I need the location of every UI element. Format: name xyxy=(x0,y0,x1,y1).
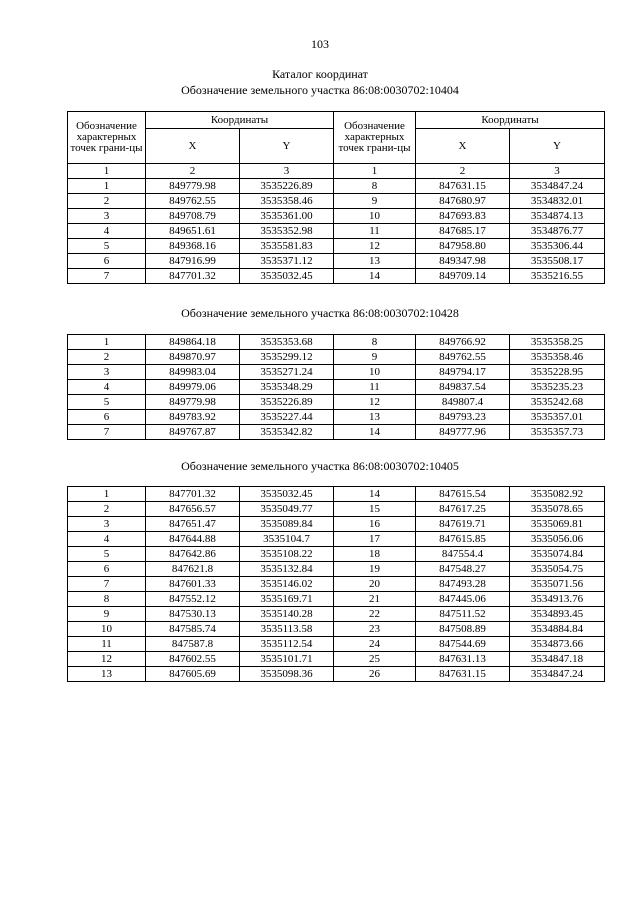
point-number: 21 xyxy=(334,592,416,607)
point-number: 19 xyxy=(334,562,416,577)
y-value: 3534913.76 xyxy=(510,592,605,607)
table-row xyxy=(68,562,605,577)
x-value: 849779.98 xyxy=(146,179,240,194)
column-number: 2 xyxy=(416,164,510,179)
point-number: 2 xyxy=(68,502,146,517)
y-value: 3535089.84 xyxy=(240,517,334,532)
point-number: 3 xyxy=(68,517,146,532)
point-label-header: Обозначение характерных точек грани-цы xyxy=(68,112,146,164)
y-value: 3535032.45 xyxy=(240,269,334,284)
y-value: 3535101.71 xyxy=(240,652,334,667)
y-header: Y xyxy=(240,129,334,164)
point-number: 4 xyxy=(68,224,146,239)
point-number: 9 xyxy=(334,194,416,209)
x-value: 847548.27 xyxy=(416,562,510,577)
x-value: 849783.92 xyxy=(146,410,240,425)
table-row xyxy=(68,395,605,410)
y-value: 3534874.13 xyxy=(510,209,605,224)
coordinates-header: Координаты xyxy=(146,112,334,129)
y-value: 3535352.98 xyxy=(240,224,334,239)
x-value: 847631.15 xyxy=(416,667,510,682)
x-value: 849779.98 xyxy=(146,395,240,410)
catalog-title: Каталог координат xyxy=(272,67,368,81)
y-value: 3535054.75 xyxy=(510,562,605,577)
x-value: 849767.87 xyxy=(146,425,240,440)
y-value: 3535348.29 xyxy=(240,380,334,395)
point-number: 26 xyxy=(334,667,416,682)
x-value: 847544.69 xyxy=(416,637,510,652)
coordinates-table-1 xyxy=(67,111,605,284)
point-number: 12 xyxy=(334,239,416,254)
table-row xyxy=(68,224,605,239)
table-row xyxy=(68,239,605,254)
point-number: 12 xyxy=(334,395,416,410)
y-value: 3535226.89 xyxy=(240,179,334,194)
point-number: 23 xyxy=(334,622,416,637)
y-value: 3535113.58 xyxy=(240,622,334,637)
x-value: 847615.54 xyxy=(416,487,510,502)
y-value: 3535146.02 xyxy=(240,577,334,592)
y-value: 3535108.22 xyxy=(240,547,334,562)
table-row xyxy=(68,622,605,637)
y-value: 3535581.83 xyxy=(240,239,334,254)
x-value: 849983.04 xyxy=(146,365,240,380)
table-row xyxy=(68,425,605,440)
x-value: 847552.12 xyxy=(146,592,240,607)
point-label-header: Обозначение характерных точек грани-цы xyxy=(334,112,416,164)
y-value: 3535358.46 xyxy=(510,350,605,365)
point-number: 2 xyxy=(68,350,146,365)
table-row xyxy=(68,637,605,652)
point-number: 2 xyxy=(68,194,146,209)
x-value: 847445.06 xyxy=(416,592,510,607)
table-row xyxy=(68,592,605,607)
x-value: 847680.97 xyxy=(416,194,510,209)
y-value: 3535358.25 xyxy=(510,335,605,350)
x-value: 849708.79 xyxy=(146,209,240,224)
y-value: 3534873.66 xyxy=(510,637,605,652)
x-value: 847651.47 xyxy=(146,517,240,532)
column-number: 2 xyxy=(146,164,240,179)
x-value: 847511.52 xyxy=(416,607,510,622)
point-number: 18 xyxy=(334,547,416,562)
x-value: 849807.4 xyxy=(416,395,510,410)
y-value: 3535242.68 xyxy=(510,395,605,410)
y-value: 3535306.44 xyxy=(510,239,605,254)
x-value: 847605.69 xyxy=(146,667,240,682)
y-value: 3535169.71 xyxy=(240,592,334,607)
point-number: 15 xyxy=(334,502,416,517)
point-number: 4 xyxy=(68,380,146,395)
point-number: 11 xyxy=(68,637,146,652)
point-number: 20 xyxy=(334,577,416,592)
point-number: 10 xyxy=(334,365,416,380)
y-value: 3535299.12 xyxy=(240,350,334,365)
point-number: 7 xyxy=(68,577,146,592)
table-row xyxy=(68,335,605,350)
table-row xyxy=(68,410,605,425)
y-value: 3535357.73 xyxy=(510,425,605,440)
y-value: 3535271.24 xyxy=(240,365,334,380)
x-value: 849762.55 xyxy=(416,350,510,365)
x-value: 847621.8 xyxy=(146,562,240,577)
table-row xyxy=(68,547,605,562)
x-value: 847602.55 xyxy=(146,652,240,667)
y-value: 3535342.82 xyxy=(240,425,334,440)
x-value: 849709.14 xyxy=(416,269,510,284)
table-row xyxy=(68,179,605,194)
point-number: 5 xyxy=(68,239,146,254)
point-number: 11 xyxy=(334,380,416,395)
point-number: 3 xyxy=(68,365,146,380)
y-value: 3535098.36 xyxy=(240,667,334,682)
coordinates-table-2 xyxy=(67,334,605,440)
x-value: 849793.23 xyxy=(416,410,510,425)
x-value: 847644.88 xyxy=(146,532,240,547)
point-number: 14 xyxy=(334,487,416,502)
y-value: 3535371.12 xyxy=(240,254,334,269)
y-value: 3534876.77 xyxy=(510,224,605,239)
x-value: 847619.71 xyxy=(416,517,510,532)
x-value: 847685.17 xyxy=(416,224,510,239)
x-value: 849864.18 xyxy=(146,335,240,350)
column-number: 3 xyxy=(510,164,605,179)
point-number: 13 xyxy=(334,410,416,425)
point-number: 11 xyxy=(334,224,416,239)
y-value: 3535361.00 xyxy=(240,209,334,224)
point-number: 9 xyxy=(68,607,146,622)
point-number: 1 xyxy=(68,335,146,350)
y-value: 3535140.28 xyxy=(240,607,334,622)
x-value: 847701.32 xyxy=(146,269,240,284)
point-number: 17 xyxy=(334,532,416,547)
point-number: 1 xyxy=(68,487,146,502)
point-number: 14 xyxy=(334,269,416,284)
point-number: 8 xyxy=(68,592,146,607)
x-value: 849777.96 xyxy=(416,425,510,440)
column-number: 3 xyxy=(240,164,334,179)
table-row xyxy=(68,269,605,284)
point-number: 10 xyxy=(68,622,146,637)
parcel-title-1: Обозначение земельного участка 86:08:0030702:10404 xyxy=(181,83,459,97)
y-value: 3534832.01 xyxy=(510,194,605,209)
parcel-title-3: Обозначение земельного участка 86:08:0030702:10405 xyxy=(181,459,459,473)
point-number: 9 xyxy=(334,350,416,365)
point-number: 8 xyxy=(334,335,416,350)
y-value: 3535032.45 xyxy=(240,487,334,502)
point-number: 1 xyxy=(68,179,146,194)
y-value: 3535235.23 xyxy=(510,380,605,395)
point-number: 3 xyxy=(68,209,146,224)
point-number: 25 xyxy=(334,652,416,667)
y-value: 3535228.95 xyxy=(510,365,605,380)
x-value: 847554.4 xyxy=(416,547,510,562)
table-row xyxy=(68,194,605,209)
table-row xyxy=(68,577,605,592)
x-value: 847617.25 xyxy=(416,502,510,517)
x-value: 847958.80 xyxy=(416,239,510,254)
x-value: 847585.74 xyxy=(146,622,240,637)
x-value: 847601.33 xyxy=(146,577,240,592)
x-value: 847508.89 xyxy=(416,622,510,637)
y-value: 3535353.68 xyxy=(240,335,334,350)
y-value: 3535112.54 xyxy=(240,637,334,652)
table-row xyxy=(68,607,605,622)
x-value: 847631.13 xyxy=(416,652,510,667)
x-value: 847916.99 xyxy=(146,254,240,269)
y-value: 3535227.44 xyxy=(240,410,334,425)
point-number: 13 xyxy=(68,667,146,682)
parcel-title-2: Обозначение земельного участка 86:08:0030702:10428 xyxy=(181,306,459,320)
point-number: 5 xyxy=(68,547,146,562)
y-value: 3535071.56 xyxy=(510,577,605,592)
table-row xyxy=(68,365,605,380)
y-value: 3535056.06 xyxy=(510,532,605,547)
point-number: 6 xyxy=(68,562,146,577)
y-value: 3535074.84 xyxy=(510,547,605,562)
y-value: 3534884.84 xyxy=(510,622,605,637)
y-value: 3534847.24 xyxy=(510,179,605,194)
y-value: 3535358.46 xyxy=(240,194,334,209)
column-number: 1 xyxy=(68,164,146,179)
x-value: 849837.54 xyxy=(416,380,510,395)
x-value: 849766.92 xyxy=(416,335,510,350)
point-number: 22 xyxy=(334,607,416,622)
y-value: 3534847.18 xyxy=(510,652,605,667)
point-number: 7 xyxy=(68,269,146,284)
point-number: 10 xyxy=(334,209,416,224)
point-number: 24 xyxy=(334,637,416,652)
point-number: 8 xyxy=(334,179,416,194)
table-row xyxy=(68,380,605,395)
x-value: 847693.83 xyxy=(416,209,510,224)
x-value: 849651.61 xyxy=(146,224,240,239)
y-value: 3535078.65 xyxy=(510,502,605,517)
y-value: 3535104.7 xyxy=(240,532,334,547)
table-row xyxy=(68,517,605,532)
coordinates-header: Координаты xyxy=(416,112,605,129)
x-header: X xyxy=(416,129,510,164)
x-value: 847530.13 xyxy=(146,607,240,622)
point-number: 14 xyxy=(334,425,416,440)
x-value: 847701.32 xyxy=(146,487,240,502)
table-row xyxy=(68,254,605,269)
y-value: 3535508.17 xyxy=(510,254,605,269)
x-value: 847587.8 xyxy=(146,637,240,652)
column-number: 1 xyxy=(334,164,416,179)
point-number: 4 xyxy=(68,532,146,547)
point-number: 16 xyxy=(334,517,416,532)
y-value: 3535069.81 xyxy=(510,517,605,532)
y-value: 3535082.92 xyxy=(510,487,605,502)
table-row xyxy=(68,652,605,667)
point-number: 6 xyxy=(68,254,146,269)
x-value: 849870.97 xyxy=(146,350,240,365)
table-row xyxy=(68,487,605,502)
y-value: 3535357.01 xyxy=(510,410,605,425)
x-value: 849347.98 xyxy=(416,254,510,269)
y-header: Y xyxy=(510,129,605,164)
x-value: 849368.16 xyxy=(146,239,240,254)
x-value: 847493.28 xyxy=(416,577,510,592)
y-value: 3535132.84 xyxy=(240,562,334,577)
x-header: X xyxy=(146,129,240,164)
x-value: 849762.55 xyxy=(146,194,240,209)
table-row xyxy=(68,532,605,547)
x-value: 847615.85 xyxy=(416,532,510,547)
table-row xyxy=(68,502,605,517)
table-row xyxy=(68,350,605,365)
y-value: 3535049.77 xyxy=(240,502,334,517)
point-number: 12 xyxy=(68,652,146,667)
y-value: 3534893.45 xyxy=(510,607,605,622)
x-value: 849794.17 xyxy=(416,365,510,380)
coordinates-table-3 xyxy=(67,486,605,682)
point-number: 13 xyxy=(334,254,416,269)
point-number: 5 xyxy=(68,395,146,410)
table-row xyxy=(68,209,605,224)
x-value: 847631.15 xyxy=(416,179,510,194)
point-number: 6 xyxy=(68,410,146,425)
x-value: 847642.86 xyxy=(146,547,240,562)
y-value: 3534847.24 xyxy=(510,667,605,682)
point-number: 7 xyxy=(68,425,146,440)
page-number: 103 xyxy=(311,37,329,51)
x-value: 849979.06 xyxy=(146,380,240,395)
x-value: 847656.57 xyxy=(146,502,240,517)
table-row xyxy=(68,667,605,682)
y-value: 3535226.89 xyxy=(240,395,334,410)
y-value: 3535216.55 xyxy=(510,269,605,284)
